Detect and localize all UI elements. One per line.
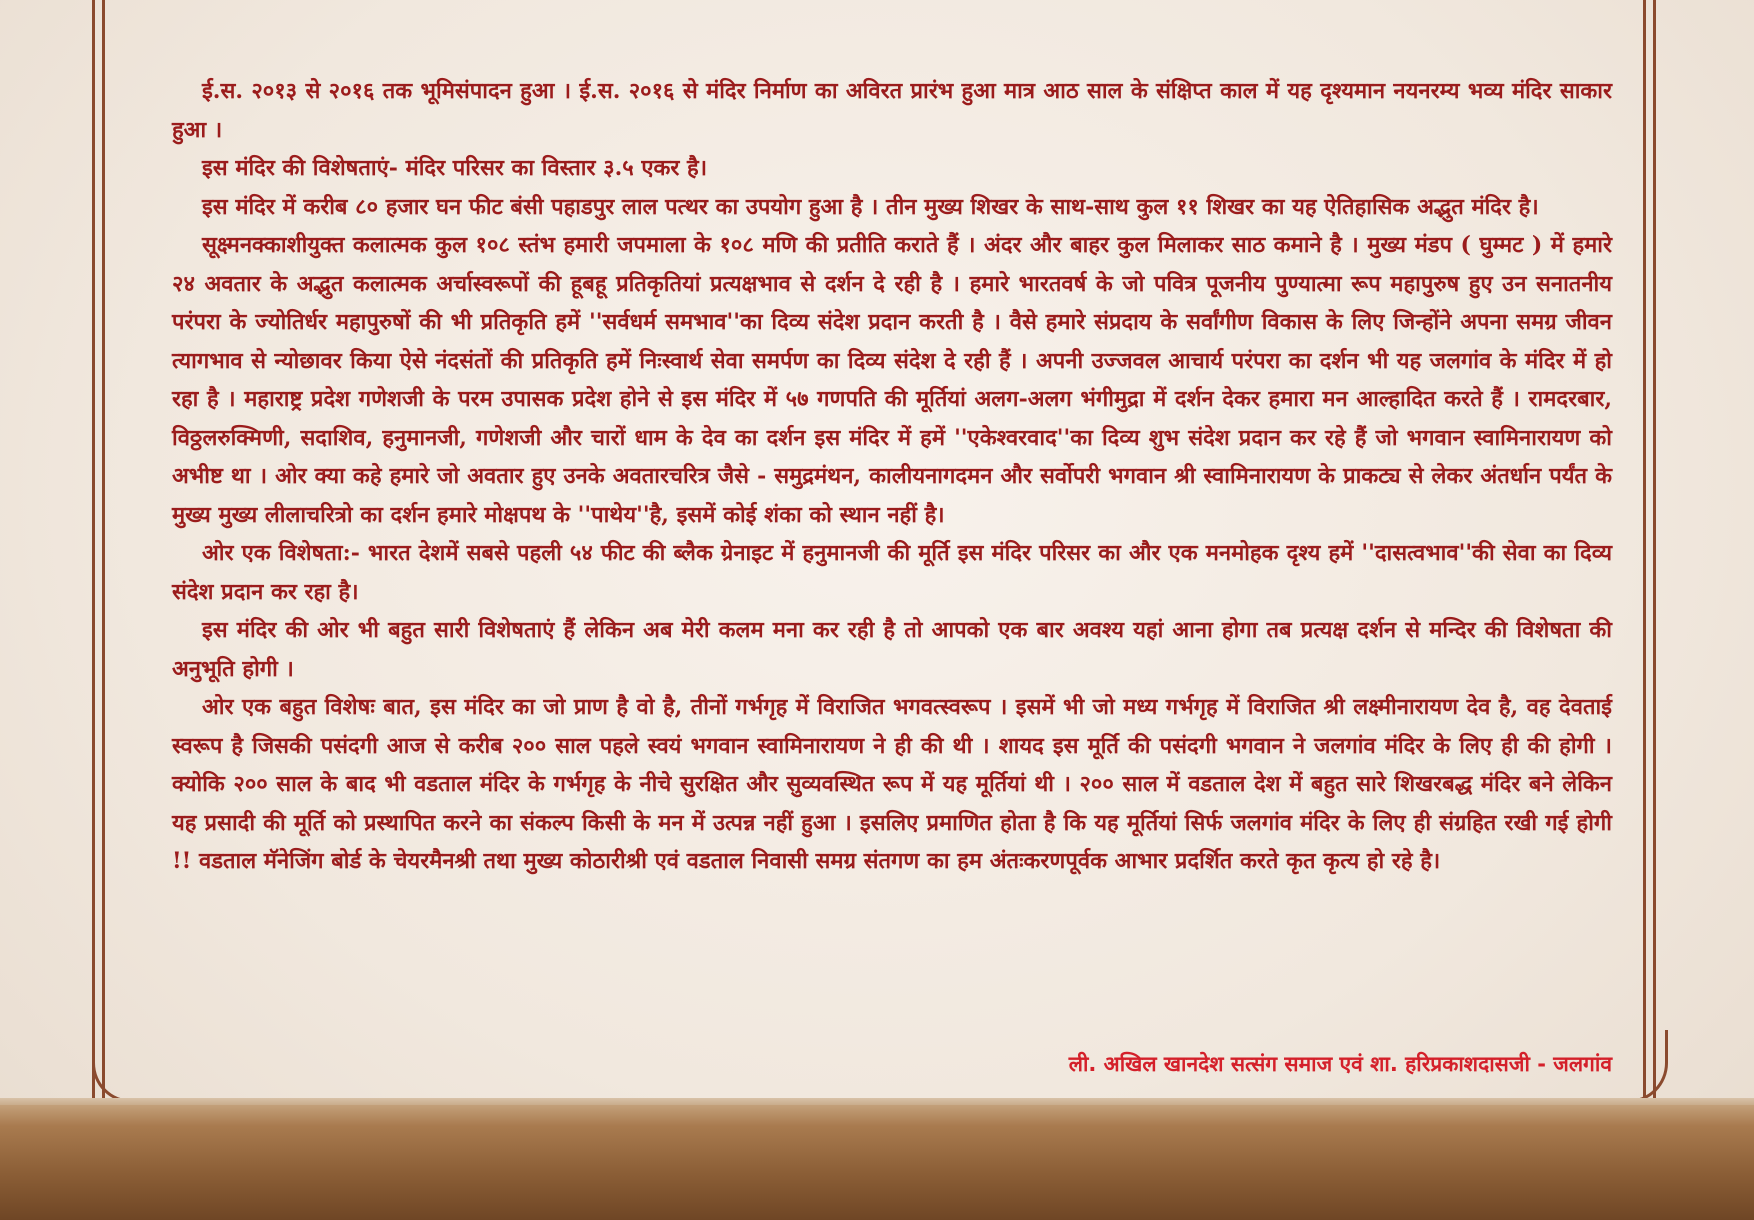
article-body [172, 72, 1612, 1072]
left-border-line [92, 0, 95, 1100]
paragraph: सूक्ष्मनक्काशीयुक्त कलात्मक कुल १०८ स्तंभ हमारी जपमाला के १०८ मणि की प्रतीति कराते हैं । अंदर और बाहर कुल मिलाकर साठ कमाने है । मुख्य मंडप ( घुम्मट ) में हमारे २४ अवतार के अद्भुत कलात्मक अर्चास्वरूपों की हूबहू प्रतिकृतियां प्रत्यक्षभाव से दर्शन दे रही है । हमारे भारतवर्ष के जो पवित्र पूजनीय पुण्यात्मा रूप महापुरुष हुए उन सनातनीय परंपरा के ज्योतिर्धर महापुरुषों की भी प्रतिकृति हमें ''सर्वधर्म समभाव''का दिव्य संदेश प्रदान करती है । वैसे हमारे संप्रदाय के सर्वांगीण विकास के लिए जिन्होंने अपना समग्र जीवन त्यागभाव से न्योछावर किया ऐसे नंदसंतों की प्रतिकृति हमें निःस्वार्थ सेवा समर्पण का दिव्य संदेश दे रही हैं । अपनी उज्जवल आचार्य परंपरा का दर्शन भी यह जलगांव के मंदिर में हो रहा है । महाराष्ट्र प्रदेश गणेशजी के परम उपासक प्रदेश होने से इस मंदिर में ५७ गणपति की मूर्तियां अलग-अलग भंगीमुद्रा में दर्शन देकर हमारा मन आल्हादित करते हैं । रामदरबार, विठ्ठलरुक्मिणी, सदाशिव, हनुमानजी, गणेशजी और चारों धाम के देव का दर्शन इस मंदिर में हमें ''एकेश्वरवाद''का दिव्य शुभ संदेश प्रदान कर रहे हैं जो भगवान स्वामिनारायण को अभीष्ट था । ओर क्या कहे हमारे जो अवतार हुए उनके अवतारचरित्र जैसे - समुद्रमंथन, कालीयनागदमन और सर्वोपरी भगवान श्री स्वामिनारायण के प्राकट्य से लेकर अंतर्धान पर्यंत के मुख्य मुख्य लीलाचरित्रो का दर्शन हमारे मोक्षपथ के ''पाथेय''है, इसमें कोई शंका को स्थान नहीं है। [172, 232, 1612, 528]
paragraph: ओर एक बहुत विशेषः बात, इस मंदिर का जो प्राण है वो है, तीनों गर्भगृह में विराजित भगवत्स्वरूप । इसमें भी जो मध्य गर्भगृह में विराजित श्री लक्ष्मीनारायण देव है, वह देवताई स्वरूप है जिसकी पसंदगी आज से करीब २०० साल पहले स्वयं भगवान स्वामिनारायण ने ही की थी । शायद इस मूर्ति की पसंदगी भगवान ने जलगांव मंदिर के लिए ही की होगी । क्योकि २०० साल के बाद भी वडताल मंदिर के गर्भगृह के नीचे सुरक्षित और सुव्यवस्थित रूप में यह मूर्तियां थी । २०० साल में वडताल देश में बहुत सारे शिखरबद्ध मंदिर बने लेकिन यह प्रसादी की मूर्ति को प्रस्थापित करने का संकल्प किसी के मन में उत्पन्न नहीं हुआ । इसलिए प्रमाणित होता है कि यह मूर्तियां सिर्फ जलगांव मंदिर के लिए ही संग्रहित रखी गई होगी !! वडताल मॅनेजिंग बोर्ड के चेयरमैनश्री तथा मुख्य कोठारीश्री एवं वडताल निवासी समग्र संतगण का हम अंतःकरणपूर्वक आभार प्रदर्शित करते कृत कृत्य हो रहे है। [172, 694, 1612, 874]
paragraph: इस मंदिर की ओर भी बहुत सारी विशेषताएं हैं लेकिन अब मेरी कलम मना कर रही है तो आपको एक बार अवश्य यहां आना होगा तब प्रत्यक्ष दर्शन से मन्दिर की विशेषता की अनुभूति होगी । [172, 617, 1612, 682]
left-scroll-curl [92, 1030, 135, 1103]
wooden-floor [0, 1105, 1754, 1220]
left-border-line-inner [102, 0, 105, 1100]
paragraph: इस मंदिर में करीब ८० हजार घन फीट बंसी पहाडपुर लाल पत्थर का उपयोग हुआ है । तीन मुख्य शिखर के साथ-साथ कुल ११ शिखर का यह ऐतिहासिक अद्भुत मंदिर है। [202, 193, 1539, 220]
paragraph: इस मंदिर की विशेषताएं- मंदिर परिसर का विस्तार ३.५ एकर है। [202, 155, 708, 181]
paragraph: ई.स. २०१३ से २०१६ तक भूमिसंपादन हुआ । ई.स. २०१६ से मंदिर निर्माण का अविरत प्रारंभ हुआ मात्र आठ साल के संक्षिप्त काल में यह दृश्यमान नयनरम्य भव्य मंदिर साकार हुआ । [172, 78, 1612, 143]
right-scroll-curl [1625, 1030, 1668, 1103]
author-signature: ली. अखिल खानदेश सत्संग समाज एवं शा. हरिप्रकाशदासजी - जलगांव [1068, 1052, 1612, 1076]
right-border-line-inner [1643, 0, 1646, 1100]
paragraph: ओर एक विशेषता:- भारत देशमें सबसे पहली ५४ फीट की ब्लैक ग्रेनाइट में हनुमानजी की मूर्ति इस मंदिर परिसर का और एक मनमोहक दृश्य हमें ''दासत्वभाव''की सेवा का दिव्य संदेश प्रदान कर रहा है। [172, 540, 1612, 605]
right-border-line [1653, 0, 1656, 1100]
